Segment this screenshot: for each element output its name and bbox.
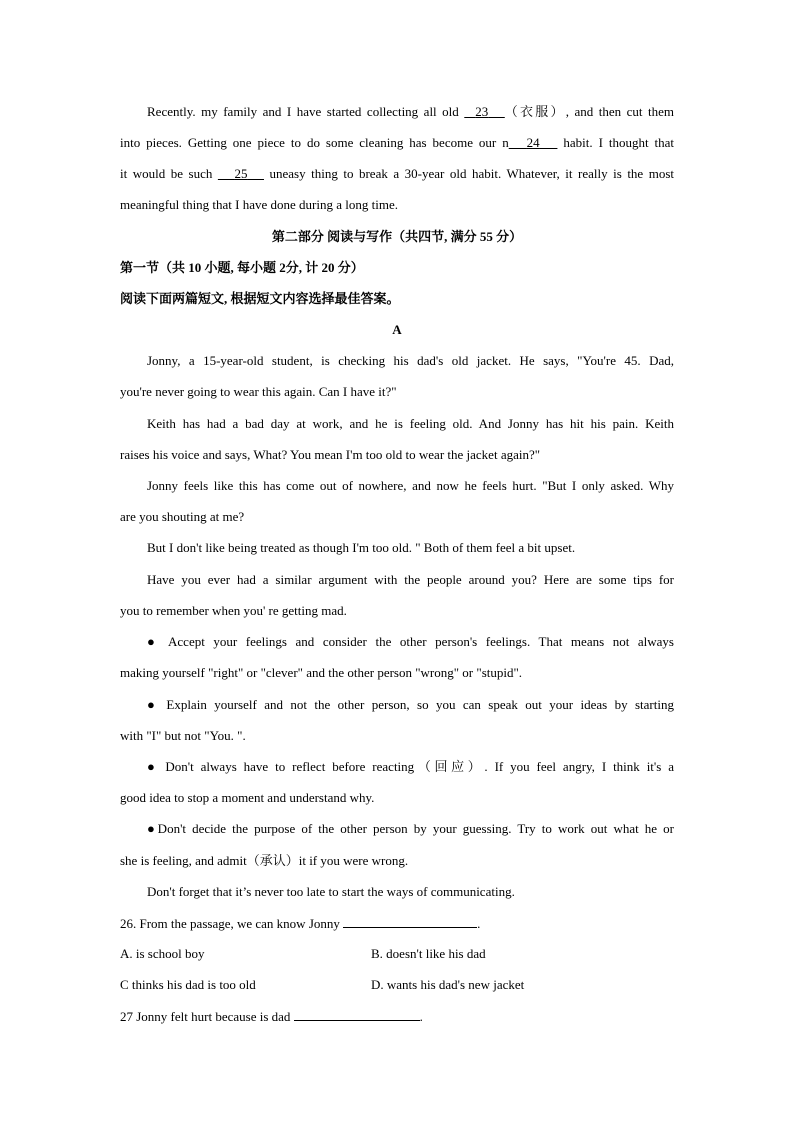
tip-line: good idea to stop a moment and understand why. [120, 790, 375, 805]
cloze-line-2: into pieces. Getting one piece to do some cleaning has become our n 24 habit. I thought that [120, 135, 675, 150]
passage-line: Have you ever had a similar argument with the people around you? Here are some tips for [147, 572, 674, 587]
passage-line: Jonny, a 15-year-old student, is checking his dad's old jacket. He says, "You're 45. Dad, [147, 353, 674, 368]
instruction: 阅读下面两篇短文, 根据短文内容选择最佳答案。 [120, 291, 400, 306]
blank-25: 25 [234, 166, 248, 181]
question-26: 26. From the passage, we can know Jonny . [120, 916, 481, 931]
option-26-d[interactable]: D. wants his dad's new jacket [371, 977, 525, 992]
blank-23: 23 [475, 104, 489, 119]
passage-line: are you shouting at me? [120, 509, 245, 524]
tip-line: ● Don't always have to reflect before reacting（回应）. If you feel angry, I think it's a [147, 759, 674, 774]
passage-line: Jonny feels like this has come out of nowhere, and now he feels hurt. "But I only asked. Why [147, 478, 674, 493]
passage-line: you to remember when you' re getting mad. [120, 603, 347, 618]
passage-line: you're never going to wear this again. Can I have it?" [120, 384, 397, 399]
question-27: 27 Jonny felt hurt because is dad . [120, 1009, 423, 1024]
option-26-b[interactable]: B. doesn't like his dad [371, 946, 486, 961]
option-26-c[interactable]: C thinks his dad is too old [120, 977, 256, 992]
passage-line: raises his voice and says, What? You mean I'm too old to wear the jacket again?" [120, 447, 541, 462]
part-title: 第二部分 阅读与写作（共四节, 满分 55 分） [271, 229, 523, 244]
tip-line: she is feeling, and admit（承认）it if you were wrong. [120, 853, 409, 868]
section-subtitle: 第一节（共 10 小题, 每小题 2分, 计 20 分） [120, 260, 364, 275]
tip-line: ●Don't decide the purpose of the other person by your guessing. Try to work out what he or [147, 821, 674, 836]
answer-blank[interactable] [343, 915, 477, 928]
passage-line: Keith has had a bad day at work, and he is feeling old. And Jonny has hit his pain. Keith [147, 416, 674, 431]
cloze-line-4: meaningful thing that I have done during a long time. [120, 197, 398, 212]
passage-line: Don't forget that it’s never too late to start the ways of communicating. [147, 884, 515, 899]
tip-line: ● Accept your feelings and consider the other person's feelings. That means not always [147, 634, 674, 649]
option-26-a[interactable]: A. is school boy [120, 946, 205, 961]
tip-line: ● Explain yourself and not the other person, so you can speak out your ideas by starting [147, 697, 674, 712]
tip-line: with "I" but not "You. ". [120, 728, 246, 743]
tip-line: making yourself "right" or "clever" and the other person "wrong" or "stupid". [120, 665, 523, 680]
cloze-line-1: Recently. my family and I have started collecting all old 23 （衣服）, and then cut them [147, 104, 675, 119]
answer-blank[interactable] [294, 1008, 420, 1021]
passage-label: A [392, 322, 402, 337]
blank-24: 24 [526, 135, 540, 150]
cloze-line-3: it would be such 25 uneasy thing to break a 30-year old habit. Whatever, it really is the most [120, 166, 674, 181]
passage-line: But I don't like being treated as though I'm too old. " Both of them feel a bit upset. [147, 540, 576, 555]
